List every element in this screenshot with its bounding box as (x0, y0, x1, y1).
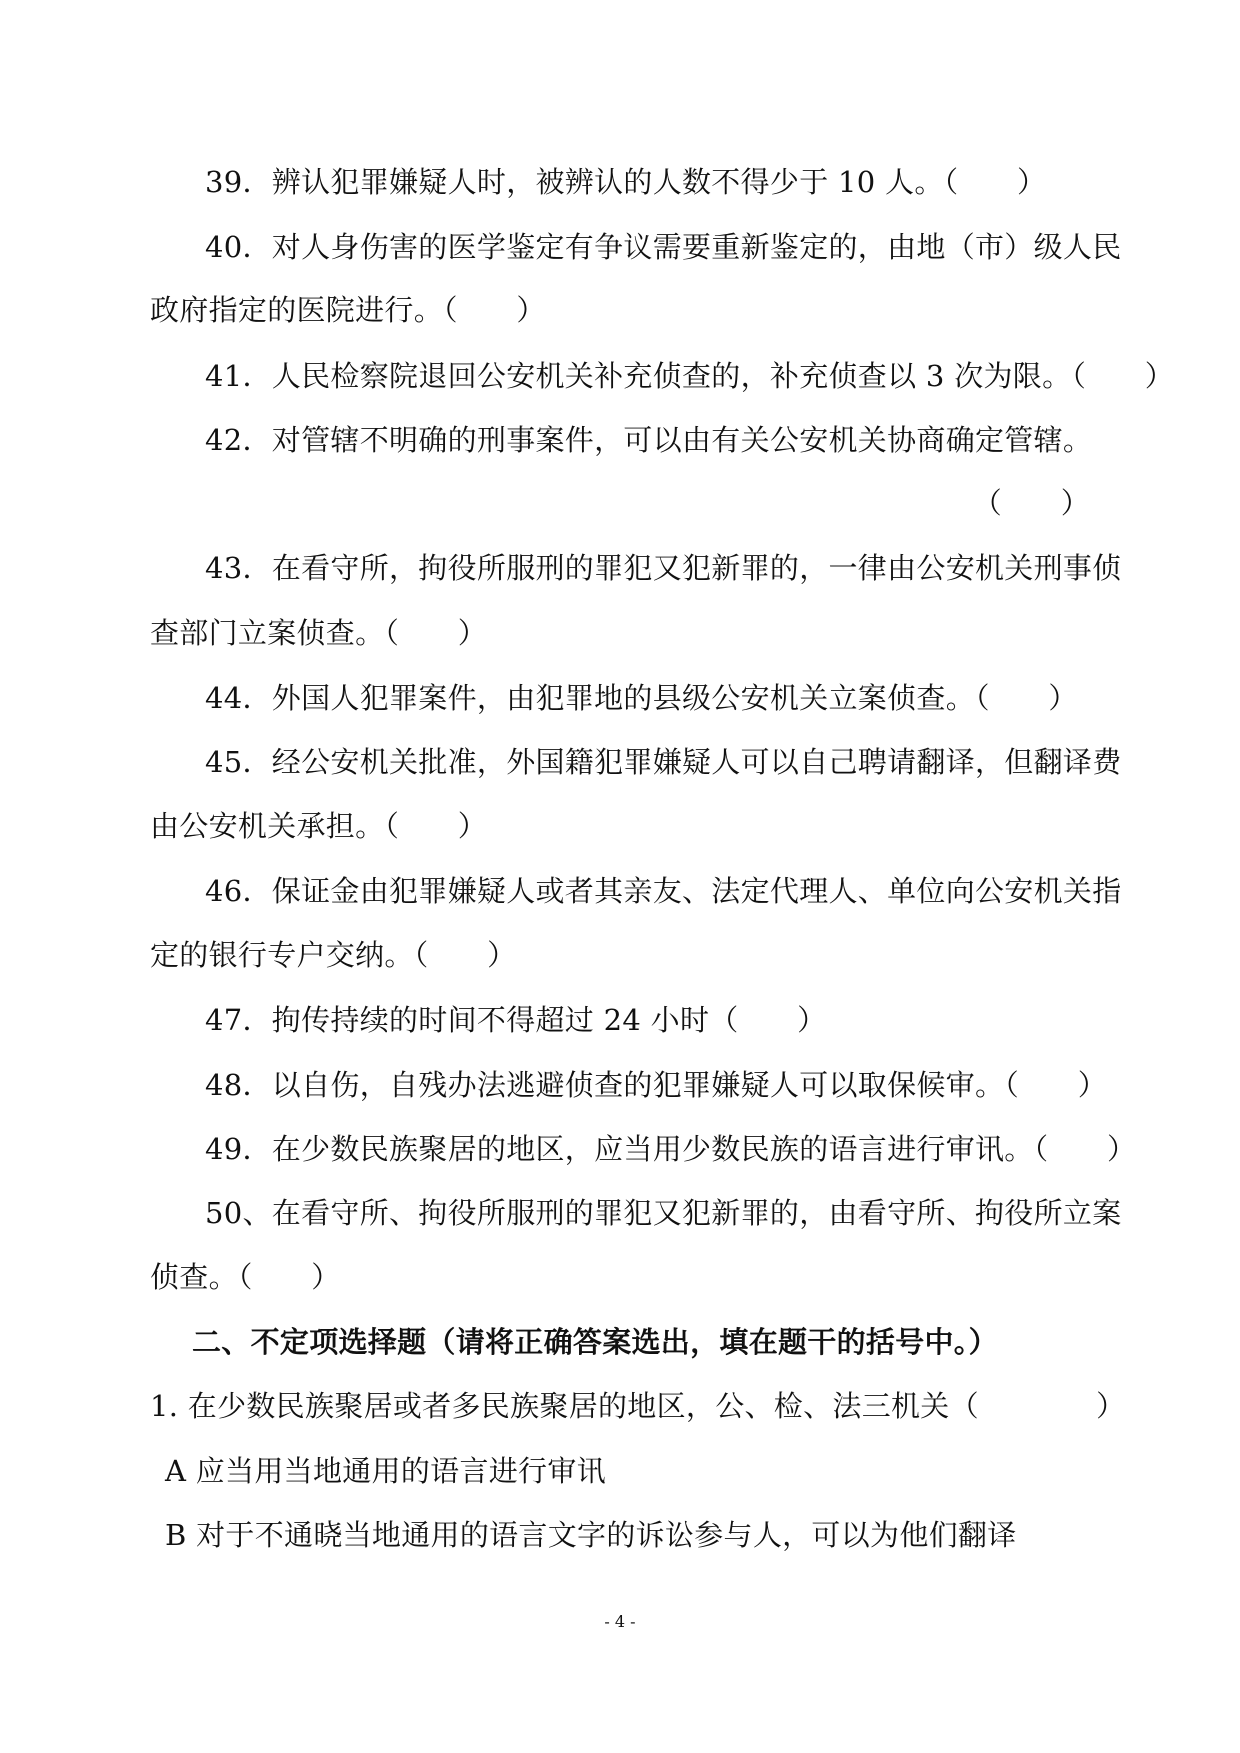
question-46-continued: 定的银行专户交纳。（ ） (150, 938, 517, 972)
option-b: B 对于不通晓当地通用的语言文字的诉讼参与人，可以为他们翻译 (165, 1518, 1017, 1552)
question-45: 45．经公安机关批准，外国籍犯罪嫌疑人可以自己聘请翻译，但翻译费 (205, 745, 1122, 779)
question-48: 48．以自伤，自残办法逃避侦查的犯罪嫌疑人可以取保候审。（ ） (205, 1068, 1108, 1102)
question-45-continued: 由公安机关承担。（ ） (150, 809, 488, 843)
question-43: 43．在看守所，拘役所服刑的罪犯又犯新罪的，一律由公安机关刑事侦 (205, 551, 1122, 585)
question-42-answer-bracket: （ ） (972, 486, 1090, 520)
question-50-continued: 侦查。（ ） (150, 1260, 341, 1294)
option-a: A 应当用当地通用的语言进行审讯 (165, 1454, 606, 1488)
question-47: 47．拘传持续的时间不得超过 24 小时（ ） (205, 1003, 827, 1037)
page-number: - 4 - (604, 1612, 636, 1631)
question-50: 50、在看守所、拘役所服刑的罪犯又犯新罪的，由看守所、拘役所立案 (205, 1196, 1122, 1230)
question-43-continued: 查部门立案侦查。（ ） (150, 616, 488, 650)
question-49: 49．在少数民族聚居的地区，应当用少数民族的语言进行审讯。（ ） (205, 1132, 1137, 1166)
section-heading: 二、不定项选择题（请将正确答案选出，填在题干的括号中。） (192, 1325, 998, 1359)
question-39: 39．辨认犯罪嫌疑人时，被辨认的人数不得少于 10 人。（ ） (205, 165, 1047, 199)
question-42: 42．对管辖不明确的刑事案件，可以由有关公安机关协商确定管辖。 (205, 423, 1093, 457)
multi-choice-question-1: 1. 在少数民族聚居或者多民族聚居的地区，公、检、法三机关（ ） (150, 1389, 1126, 1423)
question-46: 46．保证金由犯罪嫌疑人或者其亲友、法定代理人、单位向公安机关指 (205, 874, 1122, 908)
question-44: 44．外国人犯罪案件，由犯罪地的县级公安机关立案侦查。（ ） (205, 681, 1078, 715)
question-40: 40．对人身伤害的医学鉴定有争议需要重新鉴定的，由地（市）级人民 (205, 230, 1122, 264)
question-41: 41．人民检察院退回公安机关补充侦查的，补充侦查以 3 次为限。（ ） (205, 359, 1175, 393)
question-40-continued: 政府指定的医院进行。（ ） (150, 293, 546, 327)
